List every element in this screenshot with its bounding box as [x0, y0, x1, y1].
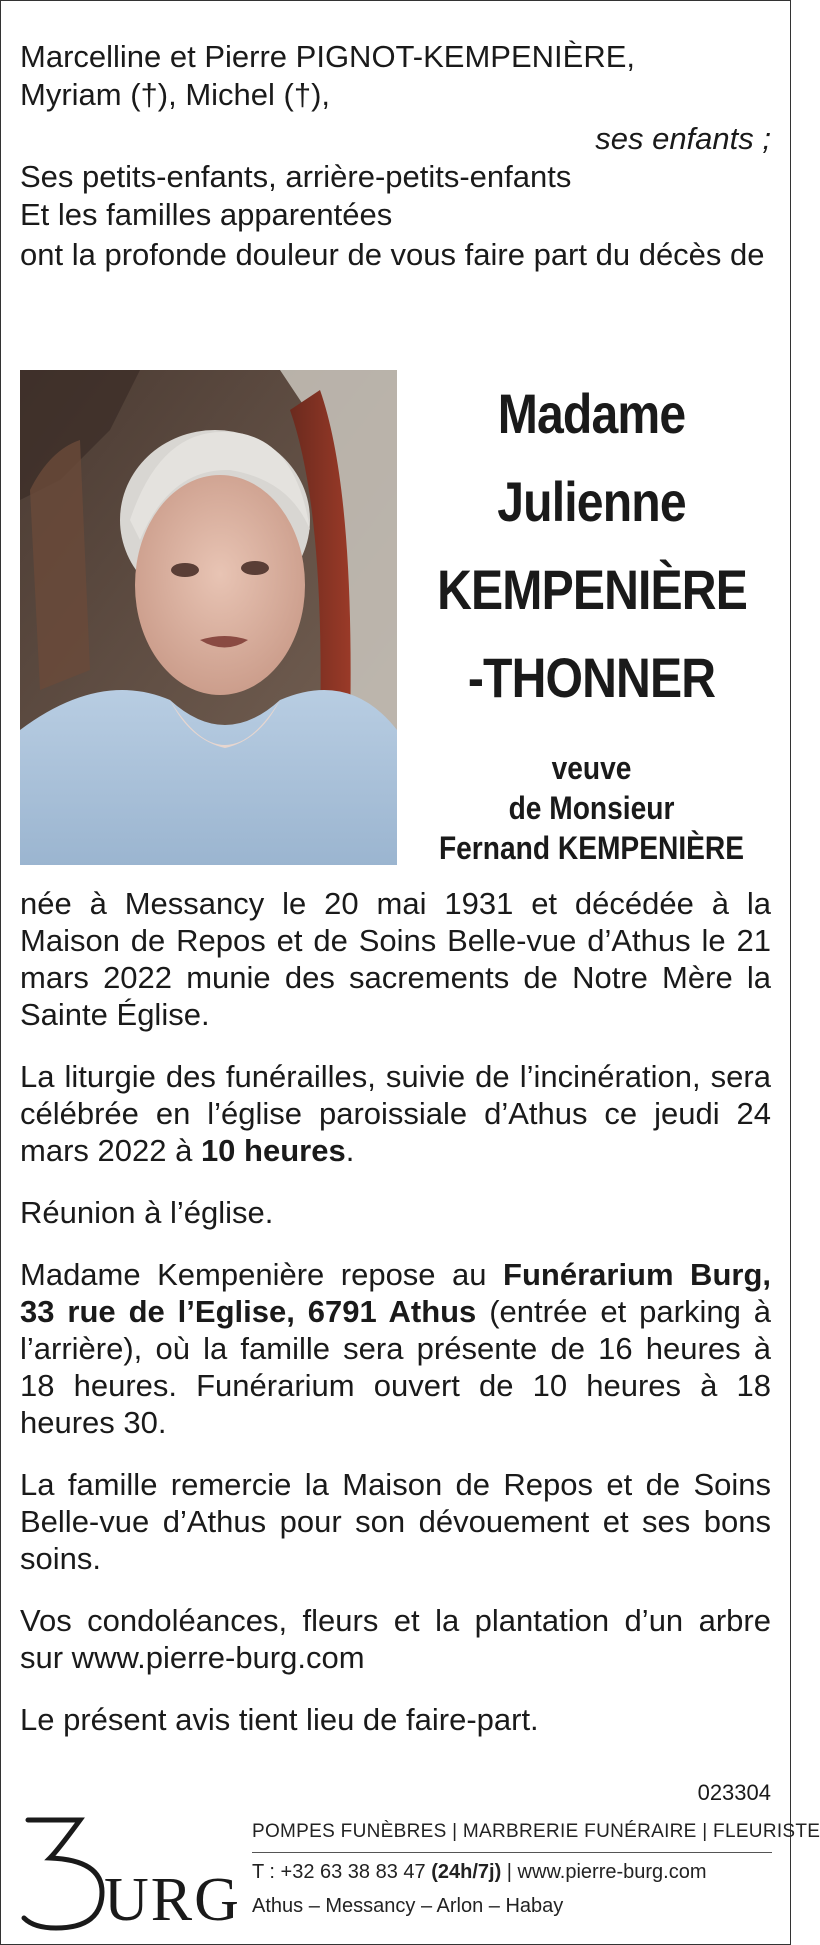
family-line-1: Marcelline et Pierre PIGNOT-KEMPENIÈRE, [20, 39, 635, 74]
footer-website: | www.pierre-burg.com [501, 1861, 707, 1883]
notice-statement: Le présent avis tient lieu de faire-part. [20, 1702, 539, 1737]
funeral-home-footer [20, 1810, 820, 1934]
footer-services: POMPES FUNÈBRES | MARBRERIE FUNÉRAIRE | FLEURISTE [252, 1821, 820, 1842]
family-line-3: ses enfants ; [595, 121, 771, 156]
widow-line-1: veuve [551, 750, 632, 786]
funeral-end: . [345, 1133, 355, 1168]
meeting-paragraph: Réunion à l’église. [20, 1195, 274, 1230]
deceased-first-name: Julienne [497, 470, 686, 533]
funerarium-details: (entrée et parking à l’arrière), où la famille sera présente de 16 heures à 18 heures. Funérarium ouvert de 10 heures à 18 heures 30. [20, 1294, 771, 1440]
family-line-5: Et les familles apparentées [20, 197, 393, 232]
portrait-section [20, 370, 771, 865]
funerarium-address: Funérarium Burg, 33 rue de l’Eglise, 6791 Athus [20, 1257, 771, 1329]
footer-phone: T : +32 63 38 83 47 [252, 1861, 432, 1883]
burg-logo-icon [20, 1810, 241, 1934]
deceased-last-name: KEMPENIÈRE [437, 558, 747, 621]
widow-line-2: de Monsieur [508, 790, 675, 826]
footer-info [252, 1818, 820, 1921]
funeral-text: La liturgie des funérailles, suivie de l’incinération, sera célébrée en l’église paroissiale d’Athus ce jeudi 24 mars 2022 à [20, 1059, 771, 1168]
burg-logo [20, 1810, 241, 1934]
widow-line-3: Fernand KEMPENIÈRE [438, 830, 745, 866]
family-line-4: Ses petits-enfants, arrière-petits-enfants [20, 159, 572, 194]
footer-contact [252, 1857, 772, 1887]
condolences-paragraph: Vos condoléances, fleurs et la plantation d’un arbre sur www.pierre-burg.com [20, 1603, 771, 1675]
deceased-name-block [412, 370, 771, 868]
footer-divider [252, 1852, 772, 1853]
funeral-paragraph [20, 1058, 771, 1169]
deceased-title: Madame [497, 382, 686, 445]
deceased-maiden-name: -THONNER [467, 646, 716, 709]
footer-locations: Athus – Messancy – Arlon – Habay [252, 1895, 564, 1917]
portrait-photo [20, 370, 397, 865]
svg-text:URG: URG [104, 1866, 241, 1934]
birth-death-paragraph: née à Messancy le 20 mai 1931 et décédée à la Maison de Repos et de Soins Belle-vue d’Athus le 21 mars 2022 munie des sacrements de Notre Mère la Sainte Église. [20, 886, 771, 1032]
thanks-paragraph: La famille remercie la Maison de Repos et de Soins Belle-vue d’Athus pour son dévouement et ses bons soins. [20, 1467, 771, 1576]
family-announcement [20, 38, 771, 274]
family-line-2: Myriam (†), Michel (†), [20, 77, 331, 112]
funerarium-paragraph [20, 1256, 771, 1441]
reference-number: 023304 [697, 1780, 771, 1805]
funerarium-intro: Madame Kempenière repose au [20, 1257, 504, 1292]
notice-body [20, 885, 771, 1763]
portrait-image [20, 370, 397, 865]
funeral-time: 10 heures [200, 1133, 346, 1168]
family-line-6: ont la profonde douleur de vous faire part du décès de [20, 237, 765, 272]
footer-phone-hours: (24h/7j) [431, 1861, 502, 1883]
